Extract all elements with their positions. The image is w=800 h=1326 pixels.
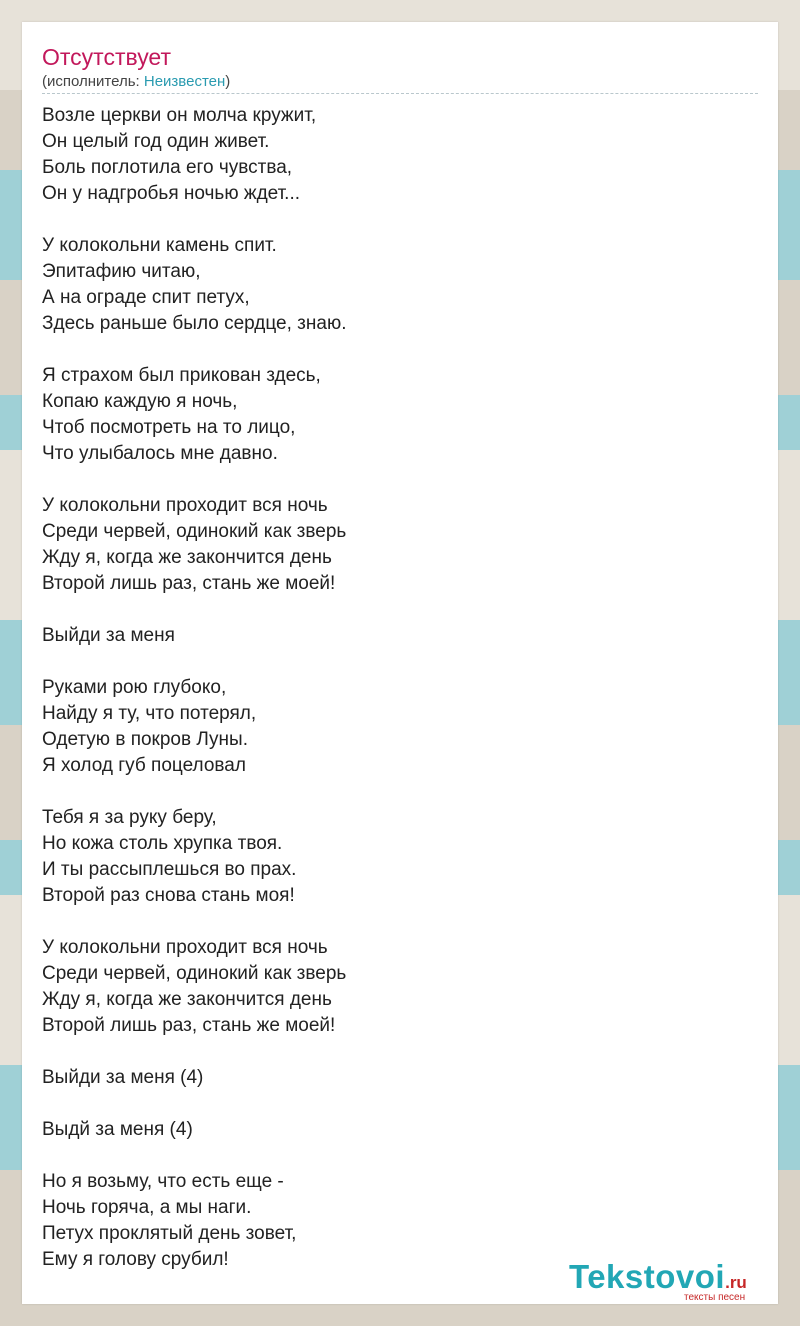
lyric-line: И ты рассыплешься во прах.	[42, 859, 297, 880]
header-divider	[42, 93, 758, 94]
lyric-line: Чтоб посмотреть на то лицо,	[42, 417, 296, 438]
lyric-line	[42, 597, 346, 623]
logo-main-text: Tekstovoi	[569, 1258, 726, 1295]
lyric-line: Второй лишь раз, стань же моей!	[42, 1015, 336, 1036]
lyric-line: Он целый год один живет.	[42, 131, 270, 152]
lyric-line	[42, 779, 346, 805]
lyric-line: Второй раз снова стань моя!	[42, 885, 295, 906]
lyric-line	[42, 467, 346, 493]
lyric-line: А на ограде спит петух,	[42, 287, 250, 308]
lyric-line: Боль поглотила его чувства,	[42, 157, 293, 178]
lyric-line: Я холод губ поцеловал	[42, 755, 246, 776]
lyric-line	[42, 909, 346, 935]
lyric-line: Среди червей, одинокий как зверь	[42, 521, 347, 542]
lyric-line: У колокольни камень спит.	[42, 235, 277, 256]
lyric-line: Ему я голову срубил!	[42, 1249, 229, 1270]
lyric-line: Ночь горяча, а мы наги.	[42, 1197, 252, 1218]
lyrics-text	[42, 103, 346, 1273]
lyric-line: Но я возьму, что есть еще -	[42, 1171, 284, 1192]
lyric-line: Выйди за меня	[42, 625, 175, 646]
lyric-line: Руками рою глубоко,	[42, 677, 227, 698]
lyric-line: Тебя я за руку беру,	[42, 807, 217, 828]
lyric-line: Выдй за меня (4)	[42, 1119, 193, 1140]
artist-prefix: (исполнитель:	[42, 73, 144, 90]
lyric-line: Копаю каждую я ночь,	[42, 391, 238, 412]
lyric-line: Найду я ту, что потерял,	[42, 703, 257, 724]
lyric-line: Выйди за меня (4)	[42, 1067, 204, 1088]
lyric-line: Он у надгробья ночью ждет...	[42, 183, 301, 204]
song-title: Отсутствует	[42, 44, 171, 70]
artist-suffix: )	[225, 73, 231, 90]
artist-line	[42, 73, 230, 91]
lyric-line	[42, 1143, 346, 1169]
lyric-line: Жду я, когда же закончится день	[42, 989, 332, 1010]
lyric-line	[42, 207, 346, 233]
lyric-line: Эпитафию читаю,	[42, 261, 201, 282]
lyric-line	[42, 1091, 346, 1117]
lyric-line: Жду я, когда же закончится день	[42, 547, 332, 568]
lyric-line: Здесь раньше было сердце, знаю.	[42, 313, 347, 334]
logo-tagline: тексты песен	[684, 1292, 746, 1303]
site-logo[interactable]	[569, 1258, 789, 1308]
lyric-line	[42, 1039, 346, 1065]
lyrics-card	[22, 22, 778, 1304]
lyric-line: Петух проклятый день зовет,	[42, 1223, 297, 1244]
lyric-line: У колокольни проходит вся ночь	[42, 495, 328, 516]
lyric-line: Что улыбалось мне давно.	[42, 443, 278, 464]
lyric-line	[42, 337, 346, 363]
artist-link[interactable]: Неизвестен	[143, 73, 226, 90]
lyric-line: Но кожа столь хрупка твоя.	[42, 833, 283, 854]
lyric-line: Я страхом был прикован здесь,	[42, 365, 321, 386]
lyric-line: У колокольни проходит вся ночь	[42, 937, 328, 958]
lyric-line: Одетую в покров Луны.	[42, 729, 248, 750]
logo-domain-suffix: .ru	[725, 1273, 747, 1292]
lyric-line	[42, 649, 346, 675]
lyric-line: Среди червей, одинокий как зверь	[42, 963, 347, 984]
lyric-line: Второй лишь раз, стань же моей!	[42, 573, 336, 594]
lyric-line: Возле церкви он молча кружит,	[42, 105, 317, 126]
